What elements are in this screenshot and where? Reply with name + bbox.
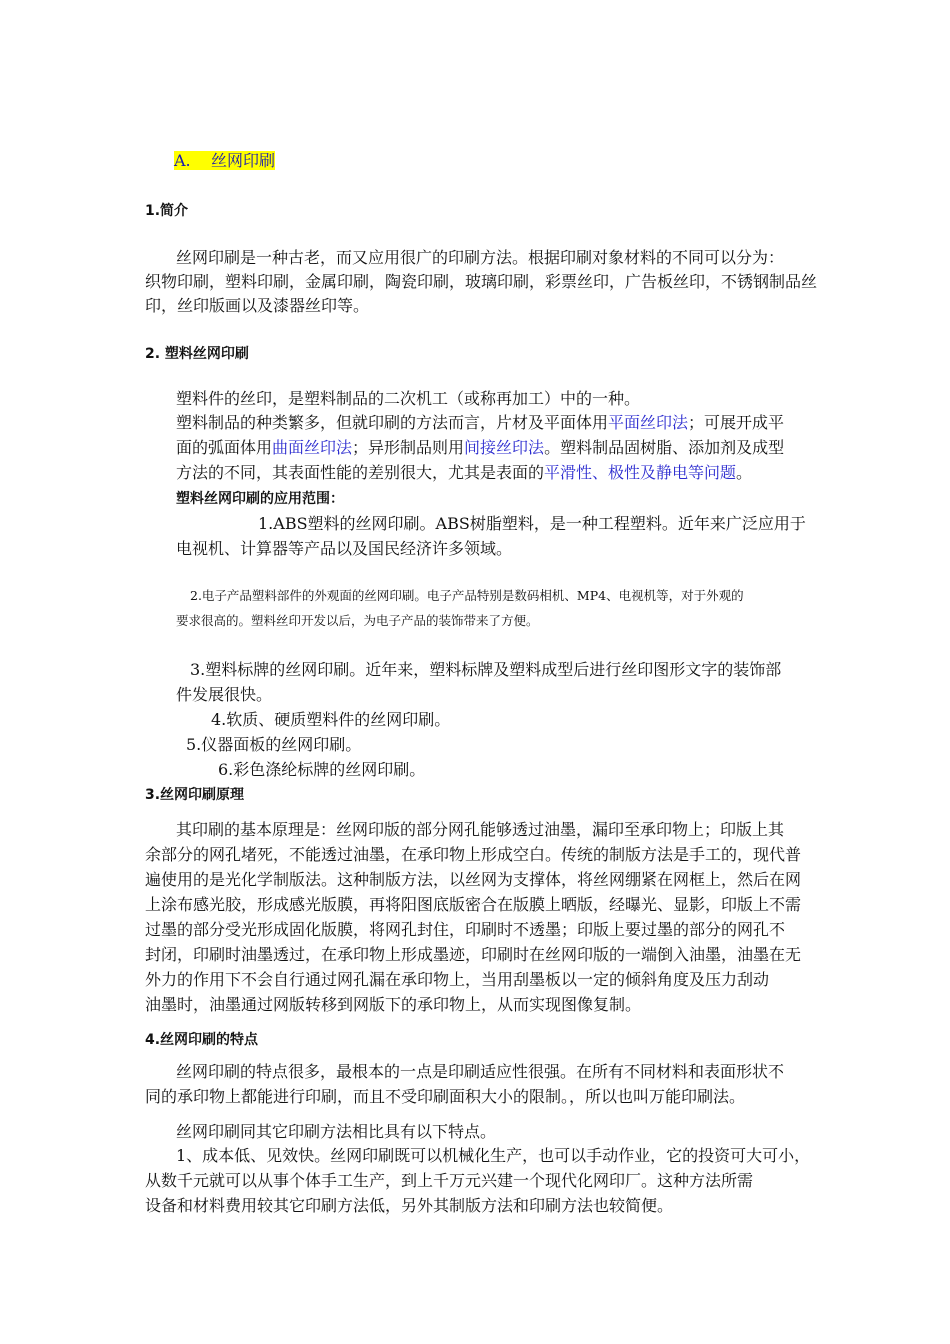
text-run: 。 bbox=[736, 463, 753, 482]
s2-line-3 bbox=[176, 438, 784, 458]
text-run: ；可展开成平 bbox=[688, 413, 785, 432]
s4-features-intro: 丝网印刷同其它印刷方法相比具有以下特点。 bbox=[176, 1122, 497, 1141]
application-item-2-cont: 要求很高的。塑料丝印开发以后，为电子产品的装饰带来了方便。 bbox=[176, 613, 539, 628]
link-indirect-screen-printing[interactable]: 间接丝印法 bbox=[464, 438, 545, 457]
s1-paragraph-line: 丝网印刷是一种古老，而又应用很广的印刷方法。根据印刷对象材料的不同可以分为： bbox=[176, 248, 785, 267]
text-run: 方法的不同，其表面性能的差别很大，尤其是表面的 bbox=[176, 463, 545, 482]
application-item-6: 6.彩色涤纶标牌的丝网印刷。 bbox=[218, 760, 426, 779]
s1-paragraph-line: 织物印刷，塑料印刷，金属印刷，陶瓷印刷，玻璃印刷，彩票丝印，广告板丝印，不锈钢制品丝 bbox=[145, 272, 818, 291]
s3-paragraph-line: 过墨的部分受光形成固化版膜，将网孔封住，印刷时不透墨；印版上要过墨的部分的网孔不 bbox=[145, 920, 786, 939]
text-run: 。塑料制品固树脂、添加剂及成型 bbox=[544, 438, 785, 457]
s3-paragraph-line: 余部分的网孔堵死，不能透过油墨，在承印物上形成空白。传统的制版方法是手工的，现代普 bbox=[145, 845, 802, 864]
link-curved-screen-printing[interactable]: 曲面丝印法 bbox=[272, 438, 353, 457]
s4-feature-1-cont: 从数千元就可以从事个体手工生产，到上千万元兴建一个现代化网印厂。这种方法所需 bbox=[145, 1171, 754, 1190]
s3-paragraph-line: 上涂布感光胶，形成感光版膜，再将阳图底版密合在版膜上晒版，经曝光、显影，印版上不需 bbox=[145, 895, 802, 914]
section-1-title: 1.简介 bbox=[145, 203, 189, 219]
s4-feature-1-cont: 设备和材料费用较其它印刷方法低，另外其制版方法和印刷方法也较简便。 bbox=[145, 1196, 674, 1215]
s4-paragraph-line: 丝网印刷的特点很多，最根本的一点是印刷适应性很强。在所有不同材料和表面形状不 bbox=[176, 1062, 785, 1081]
text-run: 面的弧面体用 bbox=[176, 438, 273, 457]
link-planar-screen-printing[interactable]: 平面丝印法 bbox=[608, 413, 689, 432]
s2-line-4 bbox=[176, 463, 752, 483]
s1-paragraph-line: 印，丝印版画以及漆器丝印等。 bbox=[145, 296, 370, 315]
text-run: 塑料制品的种类繁多，但就印刷的方法而言，片材及平面体用 bbox=[176, 413, 609, 432]
document-heading bbox=[174, 151, 275, 171]
text-run: ；异形制品则用 bbox=[352, 438, 465, 457]
highlighted-heading: A. 丝网印刷 bbox=[174, 151, 275, 170]
application-item-4: 4.软质、硬质塑料件的丝网印刷。 bbox=[211, 710, 451, 729]
application-scope-title: 塑料丝网印刷的应用范围： bbox=[176, 491, 344, 507]
s3-paragraph-line: 遍使用的是光化学制版法。这种制版方法，以丝网为支撑体，将丝网绷紧在网框上，然后在网 bbox=[145, 870, 802, 889]
s3-paragraph-line: 其印刷的基本原理是：丝网印版的部分网孔能够透过油墨，漏印至承印物上；印版上其 bbox=[176, 820, 785, 839]
s2-line-1: 塑料件的丝印，是塑料制品的二次机工（或称再加工）中的一种。 bbox=[176, 389, 641, 408]
s3-paragraph-line: 外力的作用下不会自行通过网孔漏在承印物上，当用刮墨板以一定的倾斜角度及压力刮动 bbox=[145, 970, 770, 989]
application-item-2: 2.电子产品塑料部件的外观面的丝网印刷。电子产品特别是数码相机、MP4、电视机等，对于外观的 bbox=[190, 588, 744, 603]
section-2-title: 2. 塑料丝网印刷 bbox=[145, 346, 249, 362]
application-item-1: 1.ABS塑料的丝网印刷。ABS树脂塑料，是一种工程塑料。近年来广泛应用于 bbox=[258, 514, 806, 533]
application-item-1-cont: 电视机、计算器等产品以及国民经济许多领域。 bbox=[176, 539, 513, 558]
link-surface-issues[interactable]: 平滑性、极性及静电等问题 bbox=[544, 463, 737, 482]
s2-line-2 bbox=[176, 413, 784, 433]
application-item-3: 3.塑料标牌的丝网印刷。近年来，塑料标牌及塑料成型后进行丝印图形文字的装饰部 bbox=[190, 660, 782, 679]
section-3-title: 3.丝网印刷原理 bbox=[145, 787, 245, 803]
s3-paragraph-line: 油墨时，油墨通过网版转移到网版下的承印物上，从而实现图像复制。 bbox=[145, 995, 642, 1014]
section-4-title: 4.丝网印刷的特点 bbox=[145, 1032, 259, 1048]
s4-feature-1: 1、成本低、见效快。丝网印刷既可以机械化生产，也可以手动作业，它的投资可大可小， bbox=[176, 1146, 811, 1165]
application-item-3-cont: 件发展很快。 bbox=[176, 685, 273, 704]
s3-paragraph-line: 封闭，印刷时油墨透过，在承印物上形成墨迹，印刷时在丝网印版的一端倒入油墨，油墨在无 bbox=[145, 945, 802, 964]
application-item-5: 5.仪器面板的丝网印刷。 bbox=[186, 735, 362, 754]
s4-paragraph-line: 同的承印物上都能进行印刷，而且不受印刷面积大小的限制。，所以也叫万能印刷法。 bbox=[145, 1087, 746, 1106]
